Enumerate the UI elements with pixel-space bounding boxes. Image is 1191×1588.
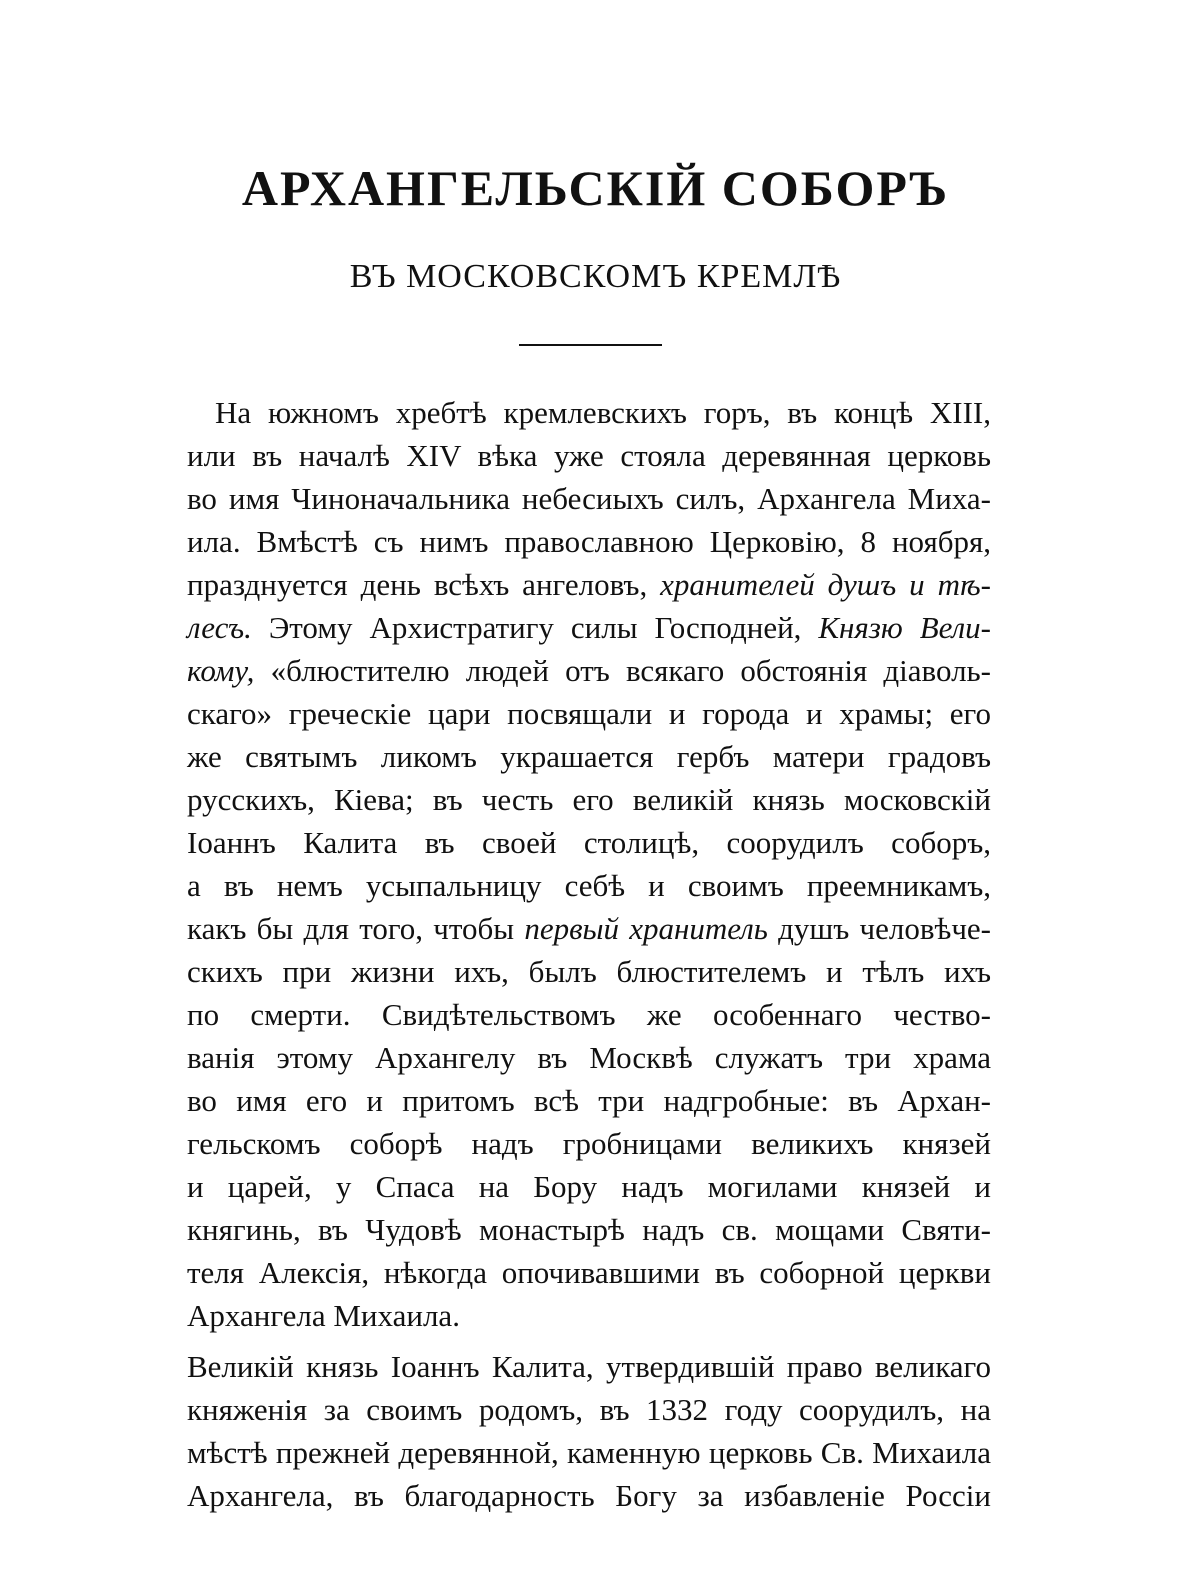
text-line: княженія за своимъ родомъ, въ 1332 году соорудилъ, на [187,1392,991,1427]
text-line: лесъ. Этому Архистратигу силы Господней, Князю Вели- [187,610,991,645]
text-line: княгинь, въ Чудовѣ монастырѣ надъ св. мощами Святи- [187,1212,991,1247]
paragraph-gap [187,1337,991,1345]
text-line: Архангела Михаила. [187,1298,460,1333]
text-line: На южномъ хребтѣ кремлевскихъ горъ, въ концѣ XIII, [215,395,991,430]
text-line: Великій князь Іоаннъ Калита, утвердившій право великаго [187,1349,991,1384]
text-line: ванія этому Архангелу въ Москвѣ служатъ три храма [187,1040,991,1075]
text-line: теля Алексія, нѣкогда опочивавшими въ соборной церкви [187,1255,991,1290]
text-line: по смерти. Свидѣтельствомъ же особеннаго чество- [187,997,991,1032]
text-line: какъ бы для того, чтобы первый хранитель душъ человѣче- [187,911,991,946]
text-line: а въ немъ усыпальницу себѣ и своимъ преемникамъ, [187,868,991,903]
italic-phrase: кому, [187,653,255,688]
text-line: скихъ при жизни ихъ, былъ блюстителемъ и тѣлъ ихъ [187,954,991,989]
text-line: кому, «блюстителю людей отъ всякаго обстоянія діаволь- [187,653,991,688]
text-line: во имя Чиноначальника небесиыхъ силъ, Архангела Миха- [187,481,991,516]
text-line: и царей, у Спаса на Бору надъ могилами князей и [187,1169,991,1204]
text-line: же святымъ ликомъ украшается гербъ матери градовъ [187,739,991,774]
text-line: ила. Вмѣстѣ съ нимъ православною Церковію, 8 ноября, [187,524,991,559]
title-divider [519,344,662,346]
italic-phrase: первый хранитель [524,911,768,946]
page-subtitle: ВЪ МОСКОВСКОМЪ КРЕМЛѢ [349,258,842,295]
italic-phrase: Князю Вели- [818,610,991,645]
text-line: скаго» греческіе цари посвящали и города и храмы; его [187,696,991,731]
body-text [187,391,991,1517]
text-line: Архангела, въ благодарность Богу за избавленіе Россіи [187,1478,991,1513]
page-title: АРХАНГЕЛЬСКІЙ СОБОРЪ [241,160,950,216]
text-line: празднуется день всѣхъ ангеловъ, хранителей душъ и тѣ- [187,567,991,602]
italic-phrase: хранителей душъ и тѣ- [660,567,991,602]
text-line: Іоаннъ Калита въ своей столицѣ, соорудилъ соборъ, [187,825,991,860]
text-line: гельскомъ соборѣ надъ гробницами великихъ князей [187,1126,991,1161]
text-line: или въ началѣ XIV вѣка уже стояла деревянная церковь [187,438,991,473]
text-line: русскихъ, Кіева; въ честь его великій князь московскій [187,782,991,817]
italic-phrase: лесъ. [187,610,252,645]
text-line: мѣстѣ прежней деревянной, каменную церковь Св. Михаила [187,1435,991,1470]
text-line: во имя его и притомъ всѣ три надгробные: въ Архан- [187,1083,991,1118]
